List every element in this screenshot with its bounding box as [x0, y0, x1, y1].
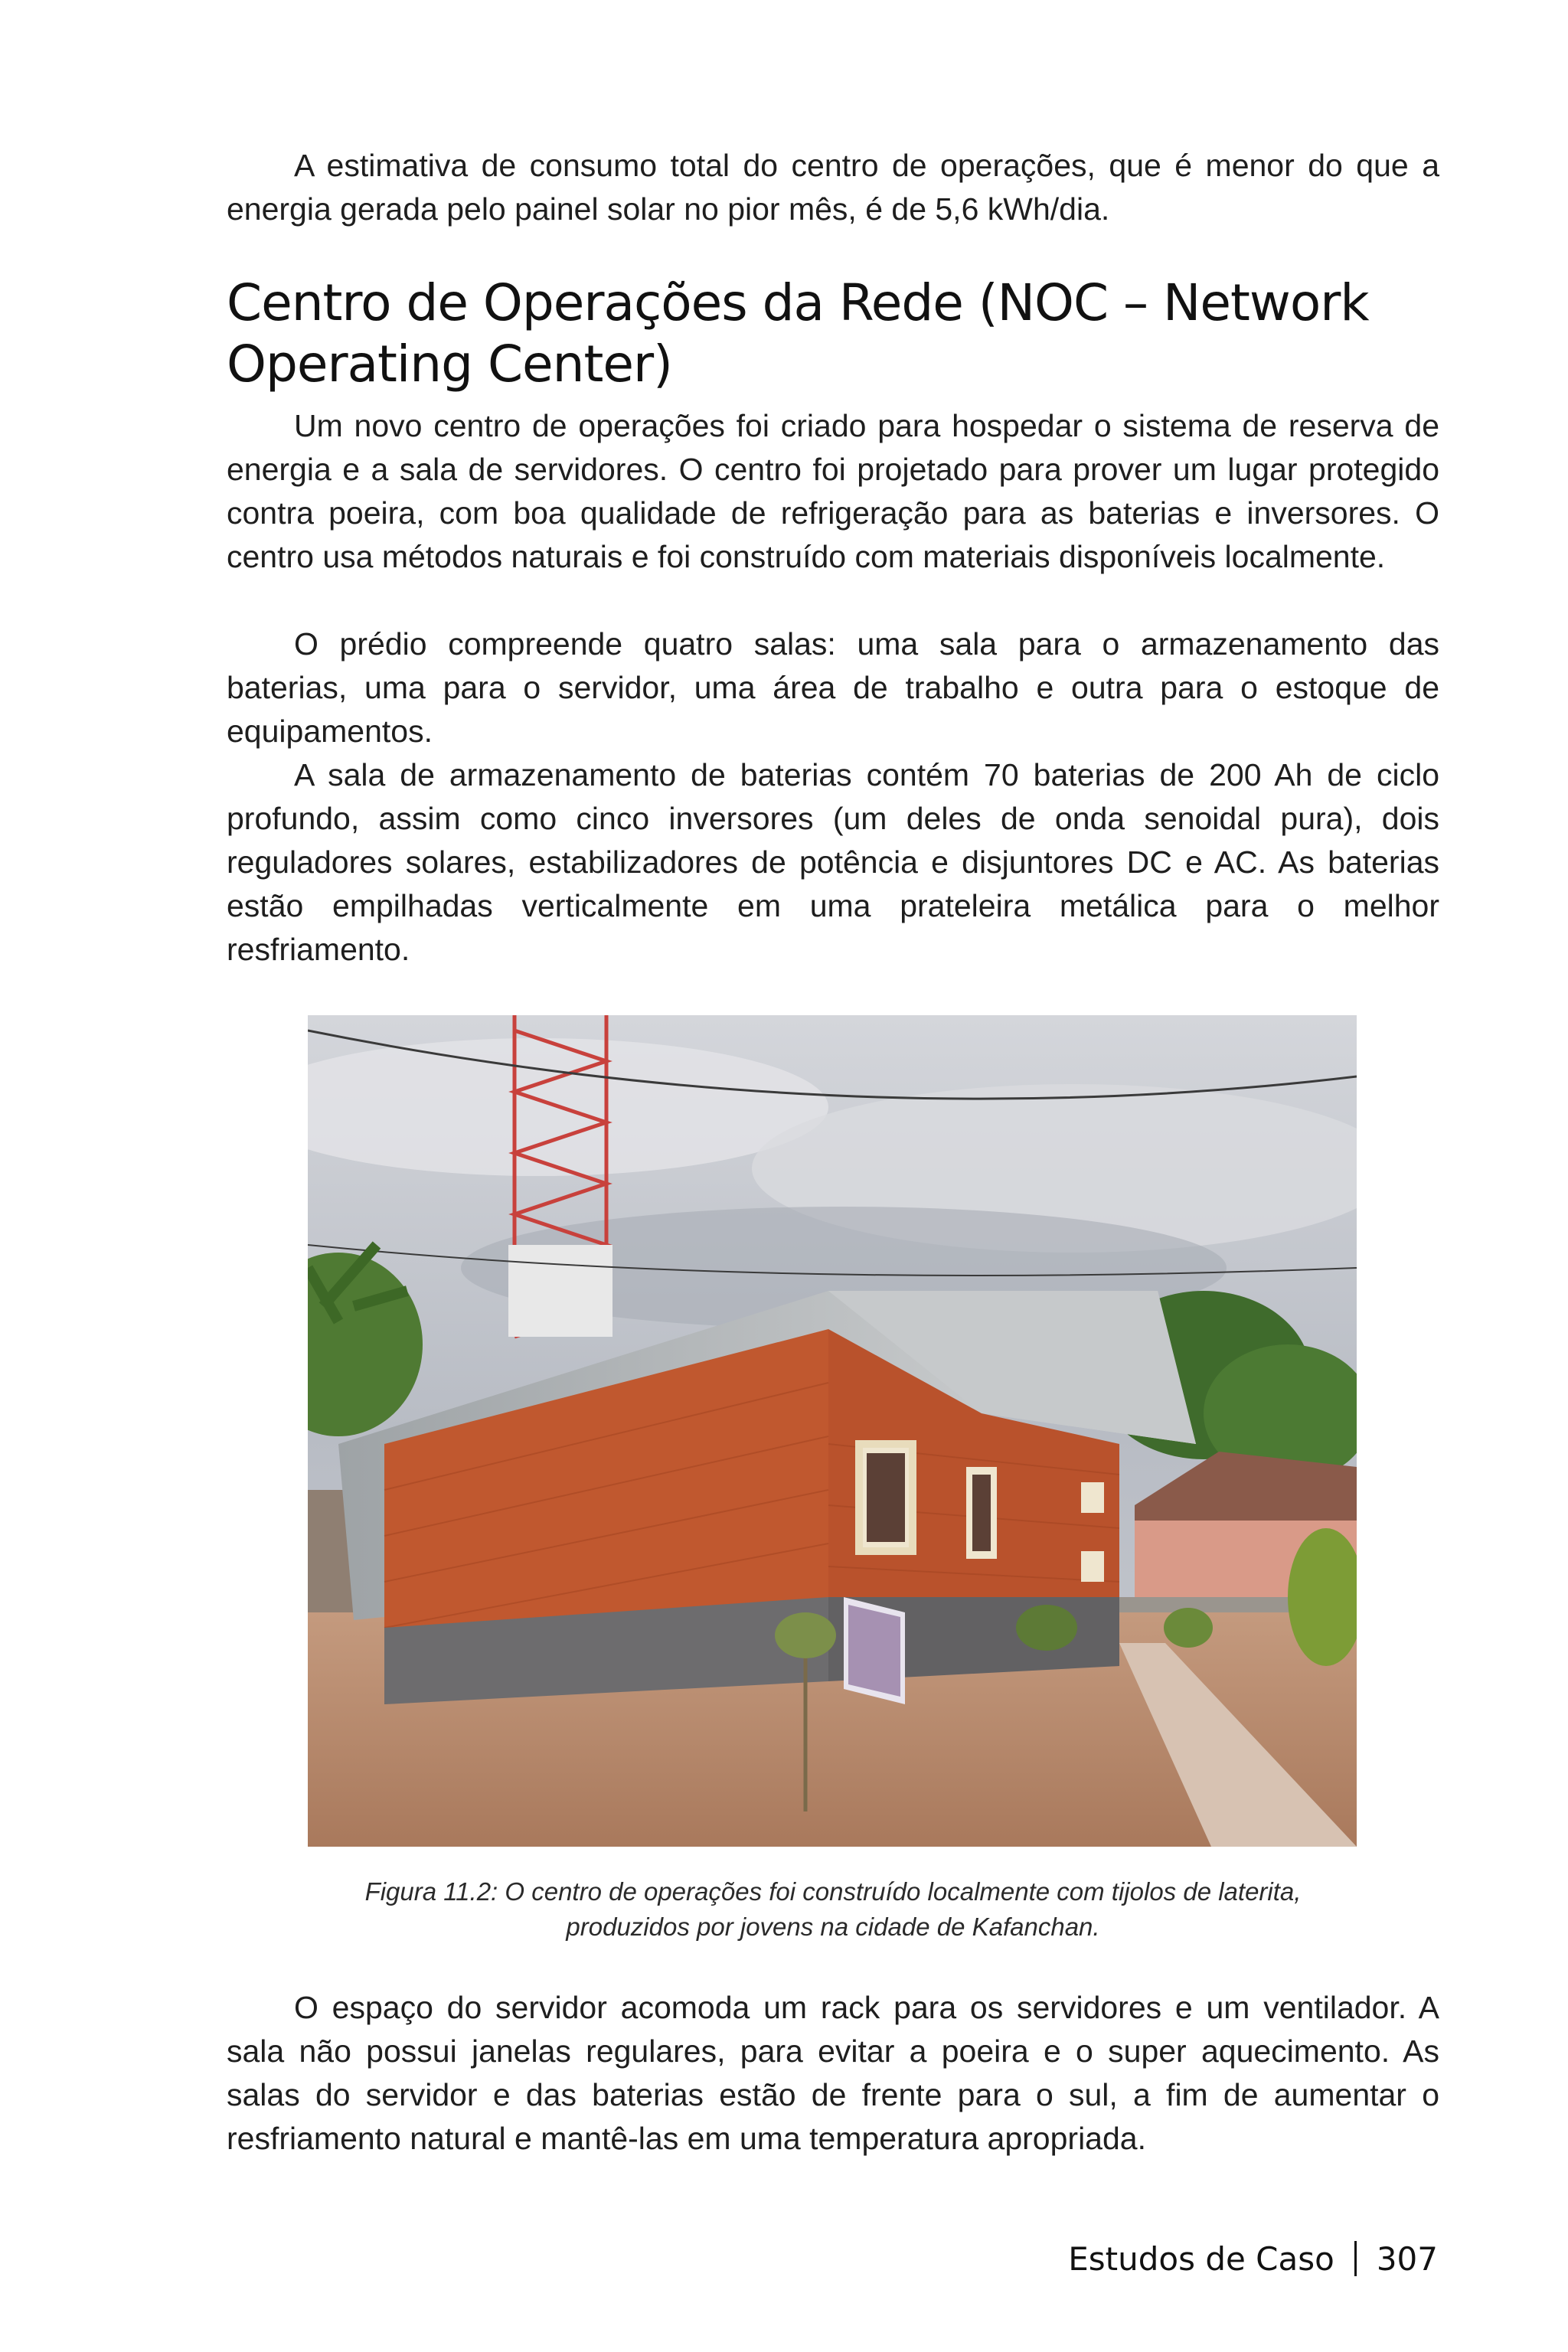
paragraph-server-room: O espaço do servidor acomoda um rack para os servidores e um ventilador. A sala não possui janelas regulares, para evitar a poeira e o super aquecimento. As salas do servidor e das baterias estão de frente para o sul, a fim de aumentar o resfriamento natural e mantê-las em uma temperatura apropriada. [227, 1990, 1439, 2156]
footer-section-title: Estudos de Caso [1068, 2239, 1334, 2278]
intro-paragraph: A estimativa de consumo total do centro de operações, que é menor do que a energia gerada pelo painel solar no pior mês, é de 5,6 kWh/dia. [227, 148, 1439, 227]
paragraph-battery-room: A sala de armazenamento de baterias contém 70 baterias de 200 Ah de ciclo profundo, assim como cinco inversores (um deles de onda senoidal pura), dois reguladores solares, estabilizadores de potência e disjuntores DC e AC. As baterias estão empilhadas verticalmente em uma prateleira metálica para o melhor resfriamento. [227, 757, 1439, 967]
paragraph-rooms: O prédio compreende quatro salas: uma sala para o armazenamento das baterias, uma para o servidor, uma área de trabalho e outra para o estoque de equipamentos. [227, 626, 1439, 749]
paragraph-noc-purpose: Um novo centro de operações foi criado para hospedar o sistema de reserva de energia e a sala de servidores. O centro foi projetado para prover um lugar protegido contra poeira, com boa qualidade de refrigeração para as baterias e inversores. O centro usa métodos naturais e foi construído com materiais disponíveis localmente. [227, 408, 1439, 574]
figure-operations-center-photo [308, 1015, 1357, 1847]
page-number: 307 [1376, 2239, 1438, 2278]
page-footer [1068, 2237, 1438, 2280]
section-heading: Centro de Operações da Rede (NOC – Network Operating Center) [227, 273, 1369, 394]
figure-caption-line-2: produzidos por jovens na cidade de Kafanchan. [566, 1913, 1100, 1941]
figure-caption-line-1: Figura 11.2: O centro de operações foi construído localmente com tijolos de laterita, [364, 1877, 1302, 1906]
footer-divider [1354, 2241, 1357, 2276]
figure-caption [227, 1874, 1439, 1945]
